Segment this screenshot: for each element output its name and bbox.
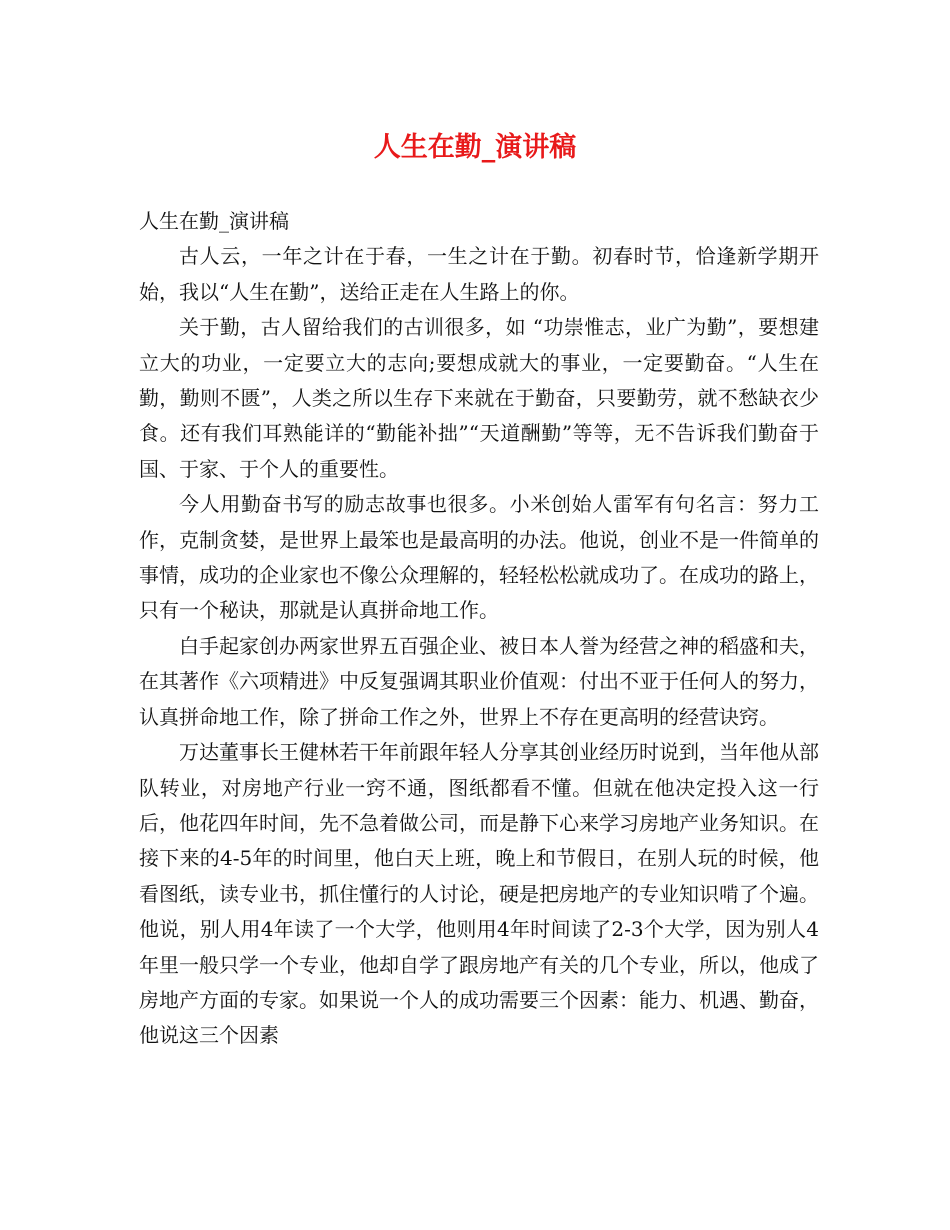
paragraph-2: 关于勤，古人留给我们的古训很多，如 “功崇惟志，业广为勤”，要想建立大的功业，一定要立大的志向;要想成就大的事业，一定要勤奋。“人生在勤，勤则不匮”，人类之所以生存下来就在于勤奋，只要勤劳，就不愁缺衣少食。还有我们耳熟能详的“勤能补拙”“天道酬勤”等等，无不告诉我们勤奋于国、于家、于个人的重要性。: [139, 315, 819, 481]
paragraph-5: 万达董事长王健林若干年前跟年轻人分享其创业经历时说到，当年他从部队转业，对房地产行业一窍不通，图纸都看不懂。但就在他决定投入这一行后，他花四年时间，先不急着做公司，而是静下心来学习房地产业务知识。在接下来的4-5年的时间里，他白天上班，晚上和节假日，在别人玩的时候，他看图纸，读专业书，抓住懂行的人讨论，硬是把房地产的专业知识啃了个遍。他说，别人用4年读了一个大学，他则用4年时间读了2-3个大学，因为别人4年里一般只学一个专业，他却自学了跟房地产有关的几个专业，所以，他成了房地产方面的专家。如果说一个人的成功需要三个因素：能力、机遇、勤奋，他说这三个因素: [139, 740, 819, 1048]
paragraph-3: 今人用勤奋书写的励志故事也很多。小米创始人雷军有句名言：努力工作，克制贪婪，是世界上最笨也是最高明的办法。他说，创业不是一件简单的事情，成功的企业家也不像公众理解的，轻轻松松就成功了。在成功的路上，只有一个秘诀，那就是认真拼命地工作。: [139, 492, 819, 623]
document-body: [139, 204, 819, 1054]
paragraph-1: 古人云，一年之计在于春，一生之计在于勤。初春时节，恰逢新学期开始，我以“人生在勤”，送给正走在人生路上的你。: [139, 244, 819, 304]
paragraph-4: 白手起家创办两家世界五百强企业、被日本人誉为经营之神的稻盛和夫，在其著作《六项精进》中反复强调其职业价值观：付出不亚于任何人的努力，认真拼命地工作，除了拼命工作之外，世界上不存在更高明的经营诀窍。: [139, 633, 819, 729]
document-title: 人生在勤_演讲稿: [373, 132, 577, 163]
document-subtitle: 人生在勤_演讲稿: [139, 209, 289, 233]
